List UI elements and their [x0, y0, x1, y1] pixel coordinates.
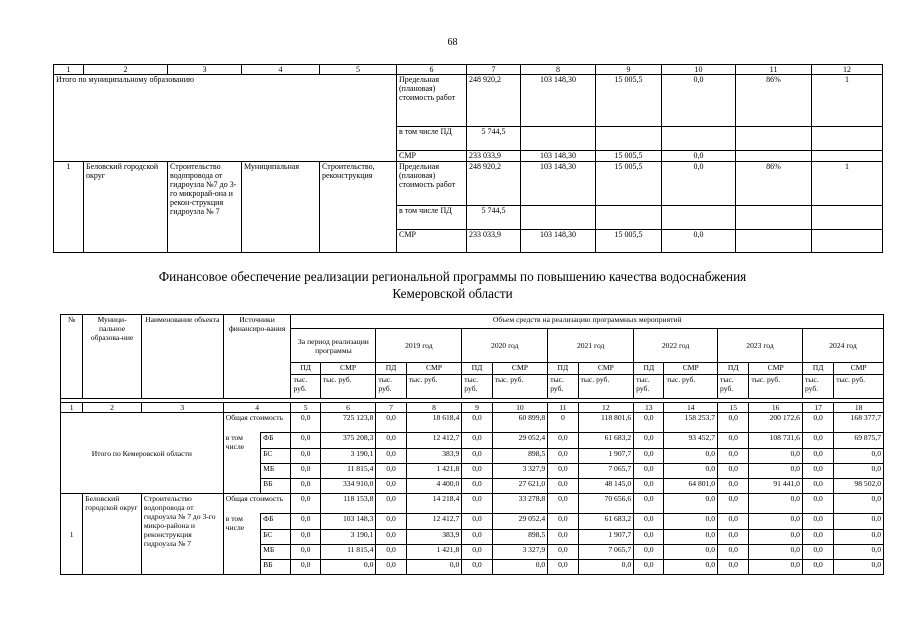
cell: 0,0 [376, 413, 406, 433]
cell: 0,0 [462, 464, 492, 479]
cell: 0,0 [548, 530, 578, 545]
cell: 0,0 [462, 545, 492, 560]
cell: 61 683,2 [578, 433, 634, 449]
col-header: 1 [54, 65, 84, 75]
unit-smr: тыс. руб. [578, 375, 634, 399]
cell: 0,0 [718, 560, 749, 575]
work-type: Строительство, реконструкция [320, 162, 397, 253]
col-number: 16 [749, 403, 803, 413]
cell: 61 683,2 [578, 514, 634, 530]
incl-label: в том числе [223, 433, 260, 494]
cell: 3 190,1 [320, 449, 376, 464]
cell: 1 907,7 [578, 449, 634, 464]
cell: 70 656,6 [578, 494, 634, 514]
source-label: МБ [261, 464, 291, 479]
cell: 15 005,5 [596, 230, 662, 253]
cell: 0,0 [406, 560, 462, 575]
cell: 0,0 [462, 413, 492, 433]
total-cost-label: Общая стоимость [223, 413, 291, 433]
cell: 108 731,6 [749, 433, 803, 449]
cell: 334 910,0 [320, 479, 376, 494]
col-number: 9 [462, 403, 492, 413]
cell: 103 148,30 [521, 151, 596, 162]
cell: 5 744,5 [467, 206, 521, 230]
cell: 383,9 [406, 530, 462, 545]
cell: 93 452,7 [664, 433, 718, 449]
section-title [0, 268, 905, 302]
cell: 29 052,4 [492, 433, 548, 449]
cell: 0,0 [834, 514, 884, 530]
cell: 11 815,4 [320, 545, 376, 560]
source-label: ВБ [261, 560, 291, 575]
cell: 0,0 [634, 449, 664, 464]
cell: 0,0 [291, 494, 320, 514]
program-table [53, 64, 883, 253]
cell: 98 502,0 [834, 479, 884, 494]
source-label: МБ [261, 545, 291, 560]
cell: 0,0 [834, 530, 884, 545]
cost-type: Предельная (плановая) стоимость работ [397, 162, 467, 206]
pd-header: ПД [634, 363, 664, 375]
col-header: 12 [812, 65, 883, 75]
cell: 0,0 [462, 449, 492, 464]
unit-pd: тыс. руб. [548, 375, 578, 399]
cell: 12 412,7 [406, 433, 462, 449]
unit-pd: тыс. руб. [718, 375, 749, 399]
total-label: Итого по муниципальному образованию [54, 75, 397, 162]
cell: 1 421,8 [406, 464, 462, 479]
municipality: Беловский городской округ [84, 162, 168, 253]
cell: 0,0 [291, 560, 320, 575]
cell: 3 327,9 [492, 464, 548, 479]
cell: 0,0 [802, 413, 833, 433]
unit-smr: тыс. руб. [834, 375, 884, 399]
cell: 0,0 [718, 494, 749, 514]
cell: 0,0 [802, 494, 833, 514]
cell: 0,0 [320, 560, 376, 575]
cell: 0,0 [462, 514, 492, 530]
cell: 0,0 [662, 230, 736, 253]
period-header: 2022 год [634, 329, 718, 363]
source-label: БС [261, 449, 291, 464]
cell: 0,0 [802, 479, 833, 494]
cell: 60 899,8 [492, 413, 548, 433]
col-number: 3 [141, 403, 223, 413]
cell: 0,0 [376, 433, 406, 449]
cell: 0,0 [462, 479, 492, 494]
cell: 0,0 [548, 433, 578, 449]
period-header: 2023 год [718, 329, 803, 363]
unit-pd: тыс. руб. [291, 375, 320, 399]
cell: 0,0 [664, 494, 718, 514]
unit-smr: тыс. руб. [749, 375, 803, 399]
pd-header: ПД [462, 363, 492, 375]
col-number: 13 [634, 403, 664, 413]
cell: 898,5 [492, 449, 548, 464]
cell: 0,0 [664, 530, 718, 545]
pd-header: ПД [548, 363, 578, 375]
cell: 0,0 [664, 514, 718, 530]
cell: 0,0 [578, 560, 634, 575]
cell: 0,0 [718, 514, 749, 530]
cell: 0,0 [718, 479, 749, 494]
cell: 48 145,0 [578, 479, 634, 494]
cell: 0,0 [634, 514, 664, 530]
col-header: 7 [467, 65, 521, 75]
col-number: 10 [492, 403, 548, 413]
table-row [54, 162, 883, 206]
cell: 33 278,8 [492, 494, 548, 514]
col-header: 9 [596, 65, 662, 75]
col-number: 4 [223, 403, 291, 413]
cell: 0,0 [634, 530, 664, 545]
cell: 0,0 [634, 413, 664, 433]
unit-pd: тыс. руб. [634, 375, 664, 399]
cell: 0,0 [718, 433, 749, 449]
col-header-volume: Объем средств на реализацию программных мероприятий [291, 315, 884, 329]
cell: 158 253,7 [664, 413, 718, 433]
ownership: Муниципальная [242, 162, 320, 253]
cell: 0,0 [749, 494, 803, 514]
cost-type: СМР [397, 230, 467, 253]
cell: 5 744,5 [467, 127, 521, 151]
cell: 0,0 [376, 464, 406, 479]
table-row [54, 75, 883, 127]
col-number: 11 [548, 403, 578, 413]
cell: 3 327,9 [492, 545, 548, 560]
col-header: 6 [397, 65, 467, 75]
cell: 0,0 [664, 545, 718, 560]
cell: 0,0 [291, 464, 320, 479]
smr-header: СМР [664, 363, 718, 375]
cell: 0,0 [662, 151, 736, 162]
pd-header: ПД [291, 363, 320, 375]
col-header-object: Наименование объекта [141, 315, 223, 399]
cell: 0,0 [802, 530, 833, 545]
cell: 0,0 [749, 449, 803, 464]
col-header-sources: Источники финансиро-вания [223, 315, 291, 399]
cell: 14 218,4 [406, 494, 462, 514]
cell: 103 148,30 [521, 75, 596, 127]
cell: 0,0 [802, 449, 833, 464]
cell: 0,0 [634, 545, 664, 560]
smr-header: СМР [320, 363, 376, 375]
cell: 0,0 [834, 560, 884, 575]
smr-header: СМР [492, 363, 548, 375]
cell: 0,0 [802, 433, 833, 449]
col-number: 18 [834, 403, 884, 413]
cell: 0,0 [492, 560, 548, 575]
col-header: 4 [242, 65, 320, 75]
cell: 0,0 [634, 494, 664, 514]
col-header: 3 [168, 65, 242, 75]
cell: 0,0 [662, 162, 736, 206]
cell: 103 148,30 [521, 230, 596, 253]
period-header: 2024 год [802, 329, 883, 363]
total-cost-label: Общая стоимость [223, 494, 291, 514]
cell: 0,0 [802, 464, 833, 479]
col-header: 2 [84, 65, 168, 75]
cell: 0,0 [462, 530, 492, 545]
cell: 103 148,3 [320, 514, 376, 530]
cell: 0,0 [664, 449, 718, 464]
source-label: ФБ [261, 433, 291, 449]
period-header: 2020 год [462, 329, 548, 363]
page-number: 68 [447, 37, 458, 48]
cell: 0,0 [462, 560, 492, 575]
unit-smr: тыс. руб. [406, 375, 462, 399]
cell: 898,5 [492, 530, 548, 545]
unit-pd: тыс. руб. [802, 375, 833, 399]
col-header: 10 [662, 65, 736, 75]
source-label: ВБ [261, 479, 291, 494]
cell: 0,0 [662, 75, 736, 127]
cell: 3 190,1 [320, 530, 376, 545]
col-number: 2 [83, 403, 142, 413]
cell: 0,0 [718, 545, 749, 560]
col-header: 11 [736, 65, 812, 75]
cell: 103 148,30 [521, 162, 596, 206]
cell: 0,0 [291, 413, 320, 433]
unit-smr: тыс. руб. [492, 375, 548, 399]
cell: 0,0 [291, 433, 320, 449]
cell: 15 005,5 [596, 75, 662, 127]
period-header: За период реализации программы [291, 329, 376, 363]
municipality: Беловский городской округ [83, 494, 142, 575]
cell: 0,0 [634, 464, 664, 479]
cell: 0,0 [718, 530, 749, 545]
object-name: Строительство водопровода от гидроузла №7 до 3-го микрорай-она и рекон-струкция гидроузла № 7 [168, 162, 242, 253]
header-row [61, 315, 884, 329]
cell: 0,0 [376, 545, 406, 560]
financing-table [60, 314, 884, 575]
cell: 0,0 [548, 464, 578, 479]
unit-pd: тыс. руб. [376, 375, 406, 399]
cell: 0,0 [664, 560, 718, 575]
unit-smr: тыс. руб. [320, 375, 376, 399]
col-number: 5 [291, 403, 320, 413]
cell: 86% [736, 162, 812, 206]
smr-header: СМР [749, 363, 803, 375]
cell: 0,0 [548, 479, 578, 494]
col-number: 6 [320, 403, 376, 413]
col-number: 8 [406, 403, 462, 413]
title-line-2: Кемеровской области [392, 286, 513, 301]
header-row [61, 403, 884, 413]
cell: 0,0 [462, 433, 492, 449]
pd-header: ПД [376, 363, 406, 375]
row-number: 1 [54, 162, 84, 253]
cost-type: в том числе ПД [397, 206, 467, 230]
cell: 248 920,2 [467, 162, 521, 206]
cell: 0,0 [749, 560, 803, 575]
unit-pd: тыс. руб. [462, 375, 492, 399]
smr-header: СМР [406, 363, 462, 375]
period-header: 2019 год [376, 329, 462, 363]
cell: 0,0 [291, 545, 320, 560]
cell: 12 412,7 [406, 514, 462, 530]
cell: 0,0 [749, 530, 803, 545]
cell: 0,0 [376, 514, 406, 530]
smr-header: СМР [834, 363, 884, 375]
unit-smr: тыс. руб. [664, 375, 718, 399]
pd-header: ПД [718, 363, 749, 375]
cell: 1 [812, 162, 883, 206]
cell: 0,0 [291, 479, 320, 494]
col-number: 17 [802, 403, 833, 413]
col-header-num: № [61, 315, 83, 399]
cell: 15 005,5 [596, 151, 662, 162]
header-row [54, 65, 883, 75]
incl-label: в том числе [223, 514, 260, 575]
total-label: Итого по Кемеровской области [61, 413, 224, 494]
col-number: 12 [578, 403, 634, 413]
cell: 118 801,6 [578, 413, 634, 433]
cell: 118 153,8 [320, 494, 376, 514]
row-number: 1 [61, 494, 83, 575]
cell: 0,0 [834, 545, 884, 560]
cell: 1 907,7 [578, 530, 634, 545]
cost-type: Предельная (плановая) стоимость работ [397, 75, 467, 127]
cell: 0,0 [718, 413, 749, 433]
cell: 233 033,9 [467, 151, 521, 162]
pd-header: ПД [802, 363, 833, 375]
cell: 0,0 [548, 449, 578, 464]
cell: 375 208,3 [320, 433, 376, 449]
table-row [61, 494, 884, 514]
cell: 725 123,8 [320, 413, 376, 433]
cell: 168 377,7 [834, 413, 884, 433]
cell: 11 815,4 [320, 464, 376, 479]
cell: 0,0 [291, 530, 320, 545]
col-number: 7 [376, 403, 406, 413]
col-header-municipality: Муници-пальное образова-ние [83, 315, 142, 399]
cell: 0,0 [664, 464, 718, 479]
source-label: БС [261, 530, 291, 545]
col-number: 15 [718, 403, 749, 413]
cell: 69 875,7 [834, 433, 884, 449]
cell: 1 421,8 [406, 545, 462, 560]
cell: 7 065,7 [578, 464, 634, 479]
col-number: 14 [664, 403, 718, 413]
cost-type: СМР [397, 151, 467, 162]
cell: 233 033,9 [467, 230, 521, 253]
cell: 248 920,2 [467, 75, 521, 127]
cell: 18 618,4 [406, 413, 462, 433]
cost-type: в том числе ПД [397, 127, 467, 151]
cell: 0,0 [749, 464, 803, 479]
cell: 91 441,0 [749, 479, 803, 494]
cell: 0,0 [376, 494, 406, 514]
cell: 0,0 [749, 545, 803, 560]
cell: 0,0 [834, 464, 884, 479]
cell: 15 005,5 [596, 162, 662, 206]
cell: 0,0 [291, 449, 320, 464]
cell: 0,0 [376, 479, 406, 494]
cell: 0,0 [548, 514, 578, 530]
cell: 0,0 [376, 449, 406, 464]
cell: 0,0 [834, 449, 884, 464]
cell: 0,0 [634, 560, 664, 575]
cell: 0,0 [376, 560, 406, 575]
smr-header: СМР [578, 363, 634, 375]
cell: 0,0 [548, 494, 578, 514]
cell: 0,0 [834, 494, 884, 514]
cell: 0,0 [634, 433, 664, 449]
object-name: Строительство водопровода от гидроузла № 7 до 3-го микро-района и реконструкция гидроузла № 7 [141, 494, 223, 575]
col-number: 1 [61, 403, 83, 413]
cell: 0,0 [802, 560, 833, 575]
cell: 0,0 [291, 514, 320, 530]
cell: 0,0 [802, 514, 833, 530]
col-header: 8 [521, 65, 596, 75]
cell: 0,0 [718, 464, 749, 479]
cell: 0,0 [548, 560, 578, 575]
cell: 7 065,7 [578, 545, 634, 560]
cell: 64 801,0 [664, 479, 718, 494]
cell: 29 052,4 [492, 514, 548, 530]
cell: 0,0 [462, 494, 492, 514]
cell: 383,9 [406, 449, 462, 464]
cell: 27 621,0 [492, 479, 548, 494]
cell: 0,0 [802, 545, 833, 560]
cell: 0,0 [634, 479, 664, 494]
cell: 0,0 [548, 545, 578, 560]
cell: 200 172,6 [749, 413, 803, 433]
cell: 0,0 [376, 530, 406, 545]
source-label: ФБ [261, 514, 291, 530]
cell: 0,0 [718, 449, 749, 464]
cell: 0 [548, 413, 578, 433]
cell: 0,0 [749, 514, 803, 530]
title-line-1: Финансовое обеспечение реализации региональной программы по повышению качества водоснабжения [158, 269, 747, 284]
cell: 1 [812, 75, 883, 127]
period-header: 2021 год [548, 329, 634, 363]
col-header: 5 [320, 65, 397, 75]
table-row [61, 413, 884, 433]
cell: 4 400,0 [406, 479, 462, 494]
cell: 86% [736, 75, 812, 127]
